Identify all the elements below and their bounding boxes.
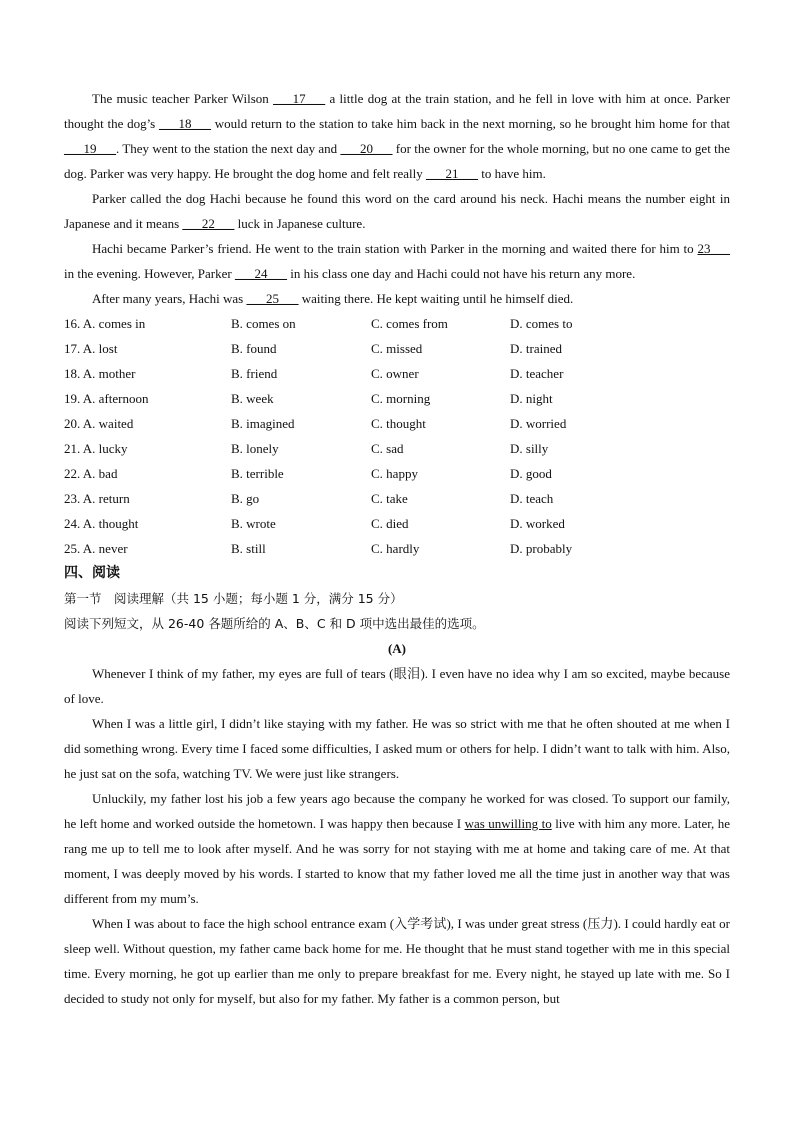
text-run: in his class one day and Hachi could not have his return any more. — [286, 266, 636, 281]
part-heading: 第一节 阅读理解（共 15 小题；每小题 1 分，满分 15 分） — [64, 591, 403, 606]
option-row — [64, 461, 730, 486]
section-title: 四、阅读 — [64, 565, 120, 581]
option-a: 21. A. lucky — [64, 441, 128, 456]
options-list — [64, 311, 730, 561]
option-row — [64, 536, 730, 561]
option-a: 17. A. lost — [64, 341, 118, 356]
underlined-phrase: was unwilling to — [464, 816, 552, 831]
cloze-paragraph-2 — [64, 186, 730, 236]
option-b: B. comes on — [231, 316, 296, 331]
option-b: B. terrible — [231, 466, 284, 481]
option-d: D. worried — [510, 416, 567, 431]
text-run: Unluckily, my father lost his job a few years ago because the company he worked for was closed. To support our family, he left home and worked outside the hometown. I was happy then because I — [64, 791, 730, 831]
option-a: 19. A. afternoon — [64, 391, 149, 406]
cloze-paragraph-4 — [64, 286, 730, 311]
text-run: Hachi became Parker’s friend. He went to the train station with Parker in the morning and waited there for him to — [92, 241, 698, 256]
option-c: C. owner — [371, 366, 419, 381]
reading-paragraph-1: Whenever I think of my father, my eyes are full of tears (眼泪). I even have no idea why I am so excited, maybe because of love. — [64, 666, 730, 706]
option-c: C. hardly — [371, 541, 420, 556]
option-b: B. still — [231, 541, 266, 556]
option-row — [64, 361, 730, 386]
instruction: 阅读下列短文，从 26-40 各题所给的 A、B、C 和 D 项中选出最佳的选项。 — [64, 616, 485, 631]
option-d: D. probably — [510, 541, 573, 556]
passage-label: (A) — [387, 641, 407, 656]
option-a: 16. A. comes in — [64, 316, 146, 331]
text-run: to have him. — [477, 166, 546, 181]
option-row — [64, 486, 730, 511]
option-c: C. comes from — [371, 316, 448, 331]
option-row — [64, 386, 730, 411]
text-run: luck in Japanese culture. — [234, 216, 366, 231]
text-run: Parker called the dog Hachi because he found this word on the card around his neck. Hachi means the number eight in Japanese and it means — [64, 191, 730, 231]
text-run: would return to the station to take him back in the next morning, so he brought him home for that — [210, 116, 730, 131]
option-b: B. friend — [231, 366, 278, 381]
option-d: D. worked — [510, 516, 565, 531]
option-c: C. sad — [371, 441, 404, 456]
option-a: 22. A. bad — [64, 466, 118, 481]
blank-20: ___20___ — [340, 141, 393, 156]
option-c: C. morning — [371, 391, 431, 406]
option-c: C. take — [371, 491, 408, 506]
blank-25: ___25___ — [246, 291, 299, 306]
option-d: D. night — [510, 391, 553, 406]
reading-paragraph-2: When I was a little girl, I didn’t like staying with my father. He was so strict with me that he often shouted at me when I did something wrong. Every time I faced some difficulties, I asked mum or others for help. I didn’t want to talk with him. Also, he just sat on the sofa, watching TV. We were just like strangers. — [64, 716, 730, 781]
blank-18: ___18___ — [158, 116, 211, 131]
option-a: 24. A. thought — [64, 516, 139, 531]
option-b: B. found — [231, 341, 277, 356]
reading-paragraph-4: When I was about to face the high school entrance exam (入学考试), I was under great stress (压力). I could hardly eat or sleep well. Without question, my father came back home for me. He thought that he must stand together with me in this special time. Every morning, he got up earlier than me only to prepare breakfast for me. Every night, he stayed up late with me. So I decided to study not only for myself, but also for my father. My father is a common person, but — [64, 916, 730, 1006]
option-c: C. happy — [371, 466, 418, 481]
option-d: D. teach — [510, 491, 554, 506]
blank-19: ___19___ — [64, 141, 116, 156]
option-d: D. silly — [510, 441, 549, 456]
text-run: After many years, Hachi was — [92, 291, 247, 306]
reading-paragraph-3 — [64, 786, 730, 911]
text-run: The music teacher Parker Wilson — [92, 91, 274, 106]
option-d: D. comes to — [510, 316, 573, 331]
option-a: 18. A. mother — [64, 366, 136, 381]
blank-21: ___21___ — [425, 166, 478, 181]
text-run: in the evening. However, Parker — [64, 266, 235, 281]
cloze-paragraph-3 — [64, 236, 730, 286]
option-a: 23. A. return — [64, 491, 130, 506]
option-row — [64, 336, 730, 361]
option-d: D. good — [510, 466, 552, 481]
document-page — [64, 86, 730, 1011]
option-b: B. wrote — [231, 516, 276, 531]
option-b: B. lonely — [231, 441, 279, 456]
text-run: a little dog at the train station, and he fell in love with him at once. Parker thought the dog’s — [64, 91, 730, 131]
text-run: live with him any more. Later, he rang me up to tell me to look after myself. And he was sorry for not staying with me at home and taking care of me. At that moment, I was deeply moved by his words. I started to know that my father loved me all the time just in another way that was different from my mum’s. — [64, 816, 731, 906]
blank-24: ___24___ — [234, 266, 287, 281]
option-c: C. thought — [371, 416, 426, 431]
blank-22: ___22___ — [182, 216, 235, 231]
option-row — [64, 436, 730, 461]
option-a: 25. A. never — [64, 541, 128, 556]
option-d: D. teacher — [510, 366, 564, 381]
option-d: D. trained — [510, 341, 562, 356]
blank-17: ___17___ — [273, 91, 326, 106]
cloze-paragraph-1 — [64, 86, 730, 186]
option-c: C. missed — [371, 341, 423, 356]
option-row — [64, 511, 730, 536]
option-row — [64, 411, 730, 436]
blank-23: 23___ — [697, 241, 730, 256]
text-run: waiting there. He kept waiting until he himself died. — [298, 291, 574, 306]
text-run: . They went to the station the next day and — [116, 141, 341, 156]
option-a: 20. A. waited — [64, 416, 134, 431]
option-row — [64, 311, 730, 336]
option-b: B. week — [231, 391, 274, 406]
option-b: B. imagined — [231, 416, 295, 431]
option-b: B. go — [231, 491, 260, 506]
option-c: C. died — [371, 516, 409, 531]
text-run: for the owner for the whole morning, but no one came to get the dog. Parker was very happy. He brought the dog home and felt really — [64, 141, 730, 181]
